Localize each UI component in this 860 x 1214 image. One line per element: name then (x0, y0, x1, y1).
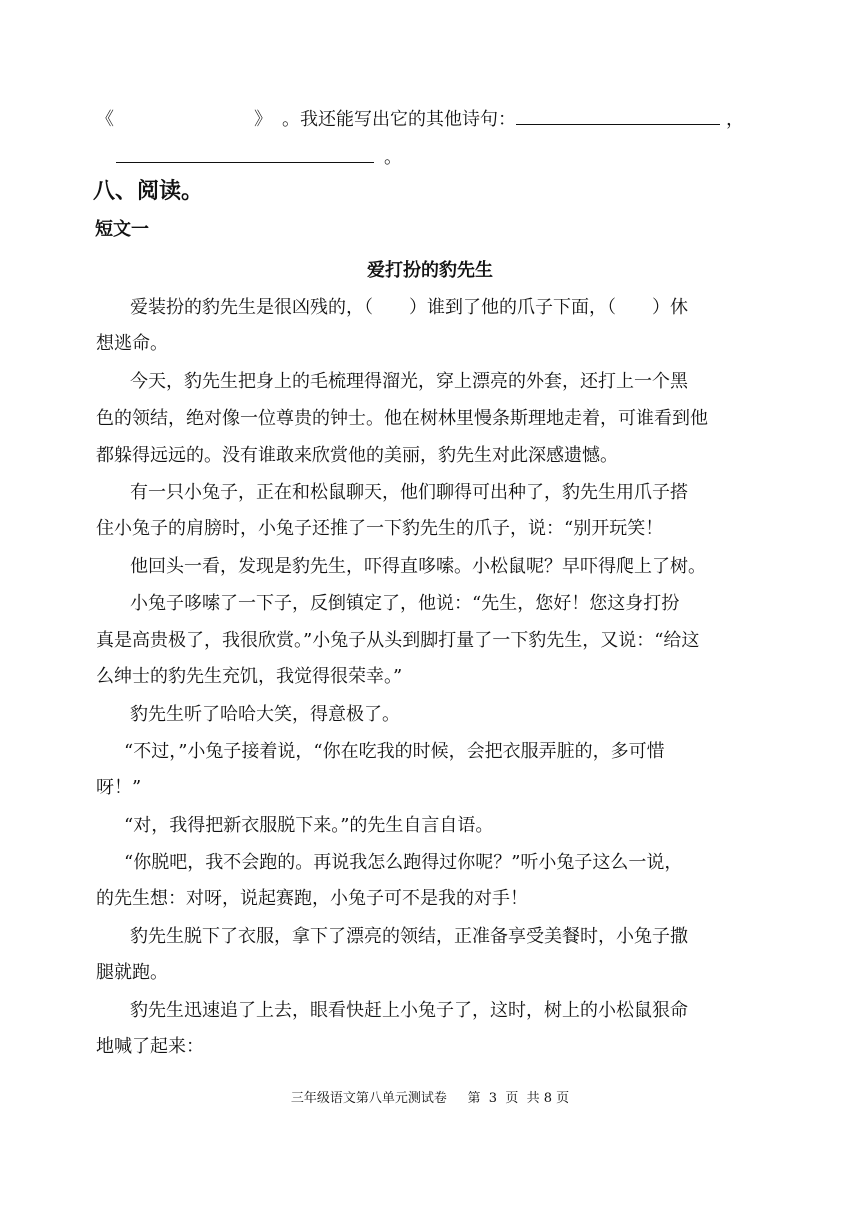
poem-answer-blank-2[interactable] (116, 144, 374, 163)
story-line: 腿就跑。 (96, 962, 168, 983)
passage-label: 短文一 (95, 219, 149, 240)
poem-fill-line (96, 106, 768, 133)
poem-period: 。 (384, 147, 402, 168)
story-line: 都躲得远远的。没有谁敢来欣赏他的美丽，豹先生对此深感遗憾。 (96, 445, 618, 466)
story-line: 豹先生听了哈哈大笑，得意极了。 (130, 704, 400, 725)
poem-fill-line-2 (116, 144, 788, 171)
story-line: 的先生想：对呀，说起赛跑，小兔子可不是我的对手！ (96, 888, 528, 909)
story-line: “不过，”小兔子接着说，“你在吃我的时候，会把衣服弄脏的，多可惜 (124, 741, 665, 762)
story-line: 有一只小兔子，正在和松鼠聊天，他们聊得可出种了，豹先生用爪子搭 (130, 482, 688, 503)
story-line: 地喊了起来： (96, 1036, 204, 1057)
story-line: “你脱吧，我不会跑的。再说我怎么跑得过你呢？”听小兔子这么一说， (124, 852, 683, 873)
story-line: 么绅士的豹先生充饥，我觉得很荣幸。” (96, 666, 403, 687)
story-title: 爱打扮的豹先生 (367, 260, 493, 281)
close-title-bracket: 》 (254, 109, 272, 130)
story-line: 呀！” (96, 777, 142, 798)
poem-comma: ， (726, 109, 744, 130)
page-footer: 三年级语文第八单元测试卷 第 3 页 共 8 页 (290, 1091, 570, 1106)
story-line: 住小兔子的肩膀时，小兔子还推了一下豹先生的爪子，说：“别开玩笑！ (96, 518, 664, 539)
story-line: 豹先生迅速追了上去，眼看快赶上小兔子了，这时，树上的小松鼠狠命 (130, 1000, 688, 1021)
story-line: 真是高贵极了，我很欣赏。”小兔子从头到脚打量了一下豹先生，又说：“给这 (96, 630, 700, 651)
open-title-bracket: 《 (96, 109, 114, 130)
story-line: 今天，豹先生把身上的毛梳理得溜光，穿上漂亮的外套，还打上一个黑 (130, 371, 688, 392)
poem-answer-blank-1[interactable] (516, 106, 720, 125)
story-line: 色的领结，绝对像一位尊贵的钟士。他在树林里慢条斯理地走着，可谁看到他 (96, 408, 708, 429)
story-line: 他回头一看，发现是豹先生，吓得直哆嗦。小松鼠呢？早吓得爬上了树。 (130, 556, 706, 577)
story-line: 爱装扮的豹先生是很凶残的，（ ）谁到了他的爪子下面，（ ）休 (130, 297, 688, 318)
story-line: 想逃命。 (96, 333, 168, 354)
story-line: 豹先生脱下了衣服，拿下了漂亮的领结，正准备享受美餐时，小兔子撒 (130, 926, 688, 947)
poem-prompt-text: 。我还能写出它的其他诗句： (282, 109, 516, 130)
section-heading: 八、阅读。 (93, 179, 204, 204)
story-line: “对，我得把新衣服脱下来。”的先生自言自语。 (124, 815, 494, 836)
story-line: 小兔子哆嗦了一下子，反倒镇定了，他说：“先生，您好！您这身打扮 (130, 593, 680, 614)
